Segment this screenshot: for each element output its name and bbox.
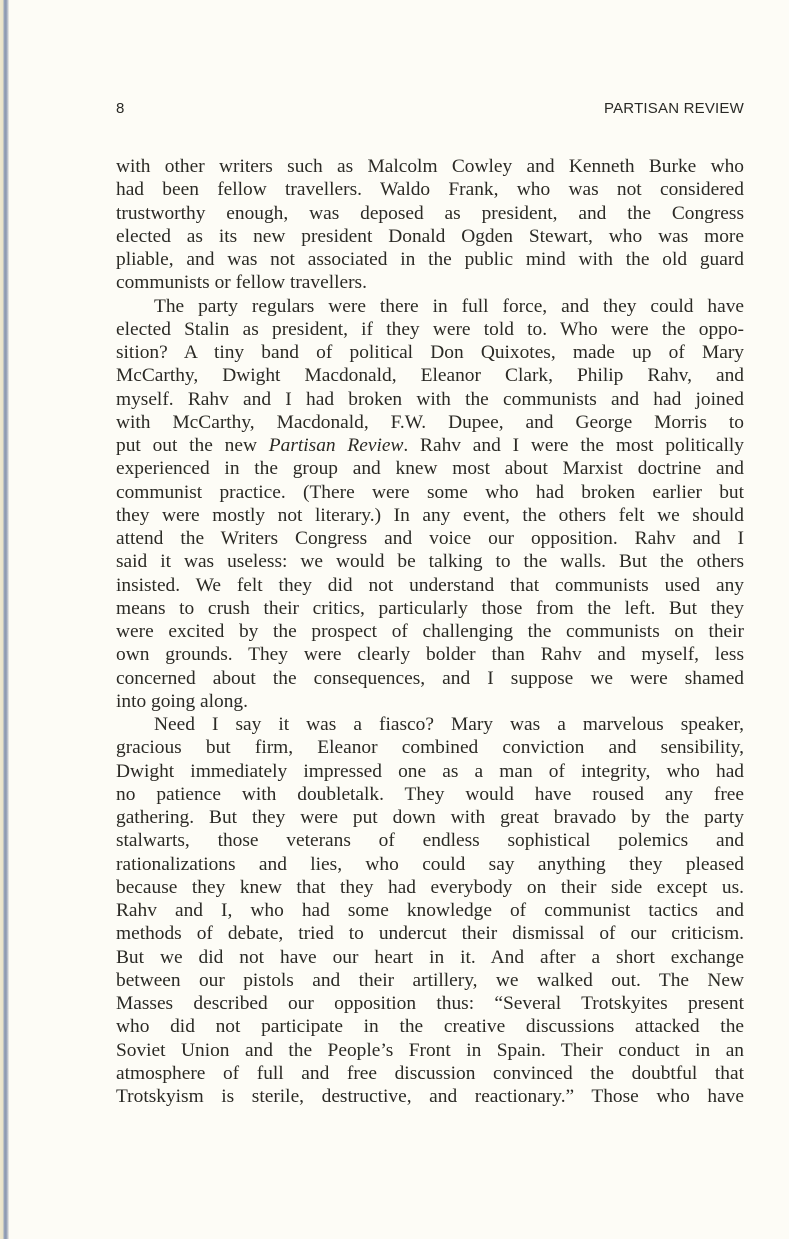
text-line: experienced in the group and knew most about Marxist doctrine and [116,458,744,480]
text-line: trustworthy enough, was deposed as president, and the Congress [116,202,744,224]
text-segment: put out the new [116,435,269,456]
text-line: atmosphere of full and free discussion convinced the doubtful that [116,1062,744,1084]
text-line: had been fellow travellers. Waldo Frank, who was not considered [116,179,744,201]
text-line: rationalizations and lies, who could say anything they pleased [116,853,744,875]
text-line: insisted. We felt they did not understand that communists used any [116,574,744,596]
text-line: pliable, and was not associated in the public mind with the old guard [116,249,744,270]
body-text [116,155,744,1108]
text-line: into going along. [116,690,248,712]
text-line: elected Stalin as president, if they were told to. Who were the oppo- [116,318,744,340]
text-line: stalwarts, those veterans of endless sophistical polemics and [116,830,744,852]
text-line: said it was useless: we would be talking to the walls. But the others [116,551,744,573]
running-head [116,100,744,120]
text-line: with McCarthy, Macdonald, F.W. Dupee, and George Morris to [116,411,744,433]
text-line: own grounds. They were clearly bolder than Rahv and myself, less [116,644,744,666]
text-line: McCarthy, Dwight Macdonald, Eleanor Clark, Philip Rahv, and [116,365,744,387]
text-line: Rahv and I, who had some knowledge of communist tactics and [116,900,744,921]
text-line: who did not participate in the creative discussions attacked the [116,1016,744,1038]
paragraph [116,155,744,295]
text-line: Masses described our opposition thus: “Several Trotskyites present [116,993,744,1014]
text-segment: . Rahv and I were the most politically [403,435,744,456]
paragraph [116,713,744,1108]
text-line: they were mostly not literary.) In any event, the others felt we should [116,504,744,526]
text-line: elected as its new president Donald Ogden Stewart, who was more [116,225,744,247]
text-line: Soviet Union and the People’s Front in Spain. Their conduct in an [116,1039,744,1061]
text-line: means to crush their critics, particularly those from the left. But they [116,597,744,619]
journal-title: PARTISAN REVIEW [604,100,744,117]
text-line: concerned about the consequences, and I suppose we were shamed [116,667,744,689]
text-line: gathering. But they were put down with great bravado by the party [116,807,744,828]
text-line: communists or fellow travellers. [116,272,367,294]
page-number: 8 [116,100,125,117]
text-line: attend the Writers Congress and voice our opposition. Rahv and I [116,528,744,549]
text-line: myself. Rahv and I had broken with the communists and had joined [116,388,744,410]
text-line: Trotskyism is sterile, destructive, and reactionary.” Those who have [116,1086,744,1107]
italic-title: Partisan Review [268,435,404,456]
text-line: Dwight immediately impressed one as a man of integrity, who had [116,760,744,782]
text-line [116,434,744,457]
text-line: were excited by the prospect of challenging the communists on their [116,621,744,642]
paragraph [116,295,744,714]
text-line: communist practice. (There were some who had broken earlier but [116,481,744,503]
text-line: no patience with doubletalk. They would have roused any free [116,783,744,805]
text-line: The party regulars were there in full force, and they could have [154,295,744,317]
text-line: with other writers such as Malcolm Cowley and Kenneth Burke who [116,156,744,177]
text-line: sition? A tiny band of political Don Quixotes, made up of Mary [116,342,744,363]
text-line: But we did not have our heart in it. And after a short exchange [116,946,744,968]
text-line: between our pistols and their artillery, we walked out. The New [116,969,744,991]
page-spine-edge [0,0,9,1239]
text-line: Need I say it was a fiasco? Mary was a marvelous speaker, [154,714,744,735]
text-line: methods of debate, tried to undercut their dismissal of our criticism. [116,923,744,945]
text-line: gracious but firm, Eleanor combined conviction and sensibility, [116,737,744,759]
text-line: because they knew that they had everybody on their side except us. [116,876,744,898]
